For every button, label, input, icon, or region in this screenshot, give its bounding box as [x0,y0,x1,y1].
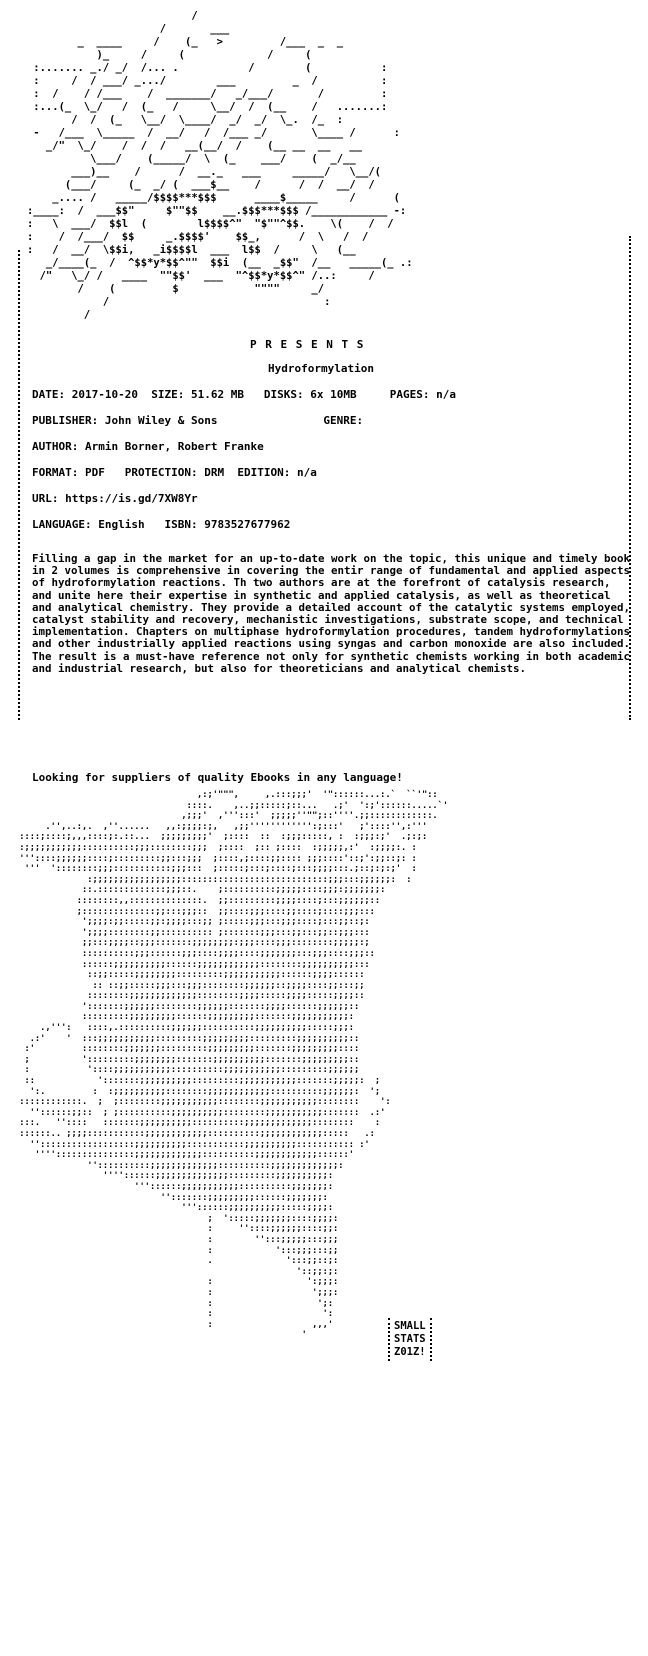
tagline: Looking for suppliers of quality Ebooks in any language! [32,771,403,784]
ascii-dragon-art: ,:;'""", ,.:::;;;' '"::::::...:.` ``'":: ::::. ,..;;:::::;::... .;' ':;'::::::.....`' ,;;;' ,''':::' ;;;;;''"";::''''.;;::::::::::::. .'',..:,. ,''...... ,,:;;;;:;, ,;;'''''''''''':;:::' ;'::::'',:''' ::::;::::;,,,::::;:.::... ;;;;;;;;;' ;:::: :: :;;;:::::, : :;;;:;' .;:;: :;;;;;;;;;;;::::::::::;;;::::::::;;; ;:::: ;:: ;:::: :;;;;;,:' :;;;;:. : '''::::;;;;;;::::;:::::::::;;:::;;; ;::::,;::::;;:::: ;;;::::'::;':;;::;: : ''' '::::::::;;;:::::::::::;;;::: ;:::::;:::;::::;:::;;;;:::.;::;:;:;' : :;;;;;;;;;;;;;;;;;::::::::::::::::::::::::::::;;;:::;;;;;;: : ::.:::::::::::::;;;::. ;::::::::::;;;;;::::;;;:;;;;;;;: ::::::::,,::::::::::::::. ;;:::::::::;;;;::::;:::;;;;;;:: ;::::::::::::::;;:::;;;:: ;;::::;;;::::;;::::;::::;;;::: ';;;;:;;:::::;;:;;;;:::;; ;:::::;;;:::;;;::::;:::;;::;: ';;;;::::::::;;:::::::::: ;:::::::;;;:::;;:::;;::;;;::: ;;:::;;;;::;;;:::::::;;;;;;;;:;;;::::;;;::::::::;;;;;:; ::::::::::;;;::::::;;;::::;;;;::::;;;;;;;:::;;;::::;;;:: ::::::;;;;;;;;;;::::::;;;;;;;;;;;;::::::::;;;;;;;;;;::: ::;;:::::;;;;;;;;:::::::::;;;;;;;;;;;::::::;;;;:::::: :: ::;;:::::;;;:::;;;::::::::;;;;;;::;;;;::::;;:::;; ::::::::;;;;;;;;;;;;;::::::::;;;;:::::;;;;:::::;;;;:: ':::::::;;;;;;::::::::;;;;;;:::::::;;;;::::::;;;;;;:: :::::::::;;;;;;;;;::::::;;;;;;;;;:::::::;;;;;;;;;;;: .,''': ::::,.::::::::::;;;;;;::::::::::;;;;;;;;;;:::::;;;: .:' ' :::;;;;;;;;;;;:::::::::;;;;;;;;;:::::::::;;;;;;;;;;:: :' ::::::::;;;;;;;:::::::::;;;;;;;;;:::::::;;;;;;;;;:::: ; ':::::::::;;;;;;;;:::::::;;;;;;;;;;:::::::;;;;;;;;;:: : '::::;;;;;;;;;;;::::::::::;;;;;;;;;;;:::::::::;;;;;; :: ':::::::;;;;;;;;;;:::::::::;;;;;;;;;;;:::::::;;;;;: ; ':. : :;;;;;;;;;;::::::::;;;;;;;;;;;;::::::::::;;;;;;: '; ::::::::::::. ; ;::::::::;;;;;;;;;;;::::::::;;;;;;;;;;;:::::::: ': ''::::::;;:: ; ;::::::::::;;;;;;;;;;::::::::;;;;;;;;;;;::::::: .:' :::. '':::: :::::::;;;;;;;;;;::::::::::;;;;;;;;;;;;;:::::::: : ::::::.. ;;;;:::::::::::;;;;;;;;;;;;::::::::::;;;;;;;;;;;;::::: .: ''::::::::::::::::::;;;;;;;;;;:::::::::::;;;;;;;;;;::::::::::: :' '''':::::::::::::::;;;;;;;;;;;;;::::::::::;;;;;;;;;;;;::::::' ''::::::::::;;;;;;;;;;;;;::::::::::;;;;;;;;;;;;;: ''''::::::;;;;;;;;;;;;;;:::::::::;;;;;;;;;;: '''::::::;;;;;;;;;;;::::::::::;;;;;;;: '':::::::;;;;;;;;;::::::;;;;;;;: '''::::::;;;;;;;;;;:::::;;;;: ; ':::::;;;;;;;::::;;;;: : ''::::;;;;;;::::;;: : '':::;;;;;:::;;; : ':::;;;:::;; . ':::;;::;: '::;;:;: : ':;;;: : ';;;: : ';: : ': : ,,,' ' [19,790,449,1341]
date-value: 2017-10-20 [71,388,138,401]
info-row-publisher [32,414,370,427]
size-label: SIZE: [151,388,185,401]
stats-line-1: SMALL [394,1320,426,1332]
ascii-logo-art: / / ___ _ ____ / (_ > /___ _ _ )_ / ( / ( :....... _./ _/ /... . / ( : : / / ___/ _.../ ___ _ / : : / / /___ / _______/ _/___/ / : :...(_ \_/ / (_ / \__/ / (__ / .......: / / (_ \__/ \____/ _/ _/ \_. /_ : - /___ \_____ / __/ / /___ _/ \____ / : _/" \_/ / / / __(__/ / (__ __ __ __ \___/ (_____/ \ (_ ___/ ( _/__ ___)__ / / __._ ___ _____/ \__/( (___/ (_ _/ ( ___$__ / / / __/ / _.... / _____/$$$$***$$$ ____$_____ / ( :____: / ___$$" $""$$ __.$$$***$$$ /____________ -: : \ ___/ $$l ( l$$$$^" "$""^$$. \( / / : / /___/ $$ _.$$$$' $$_, / \ / / : / __/ \$$i, _i$$$$l ___ l$$ / \ (__ _/____(_ / ^$$*y*$$^"" $$i (__ _$$" /__ _____(_ .: /" \_/ / ____ ""$$' ___ "^$$*y*$$^" /..: / / ( $ """" _/ / : / [26,10,413,321]
size-value: 51.62 MB [190,388,244,401]
edition-label: EDITION: [237,466,291,479]
info-row-url [32,492,198,505]
protection-label: PROTECTION: [124,466,198,479]
language-value: English [98,518,145,531]
protection-value: DRM [204,466,225,479]
edition-value: n/a [296,466,317,479]
pages-label: PAGES: [389,388,430,401]
info-row-language [32,518,290,531]
format-label: FORMAT: [32,466,79,479]
format-value: PDF [84,466,105,479]
presents-label: P R E S E N T S [250,338,365,351]
publisher-value: John Wiley & Sons [104,414,218,427]
date-label: DATE: [32,388,66,401]
stats-box [388,1318,432,1361]
publisher-label: PUBLISHER: [32,414,99,427]
isbn-value: 9783527677962 [204,518,291,531]
url-link[interactable]: https://is.gd/7XW8Yr [65,492,198,505]
stats-line-2: STATS [394,1333,426,1345]
author-value: Armin Borner, Robert Franke [84,440,264,453]
isbn-label: ISBN: [164,518,198,531]
disks-label: DISKS: [263,388,304,401]
pages-value: n/a [436,388,456,401]
book-description: Filling a gap in the market for an up-to-date work on the topic, this unique and timely book in 2 volumes is comprehensive in covering the entir range of fundamental and applied aspects of hydroformylation reactions. Th two authors are at the forefront of catalysis research, and unite here their expertise in synthetic and applied catalysis, as well as theoretical and analytical chemistry. They provide a detailed account of the catalytic systems employed, catalyst stability and recovery, mechanistic investigations, substrate scope, and technical implementation. Chapters on multiphase hydroformylation procedures, tandem hydroformylations and other industrially applied reactions using syngas and carbon monoxide are also included. The result is a must-have reference not only for synthetic chemists working in both academic and industrial research, but also for theoreticians and analytical chemists. [32,552,631,675]
frame-left-border [18,250,20,720]
info-row-format [32,466,317,479]
url-label: URL: [32,492,59,505]
info-row-date [32,388,456,401]
author-label: AUTHOR: [32,440,79,453]
info-row-author [32,440,264,453]
language-label: LANGUAGE: [32,518,92,531]
disks-value: 6x 10MB [310,388,357,401]
stats-line-3: Z01Z! [394,1346,426,1358]
book-title: Hydroformylation [268,362,374,375]
genre-label: GENRE: [323,414,364,427]
